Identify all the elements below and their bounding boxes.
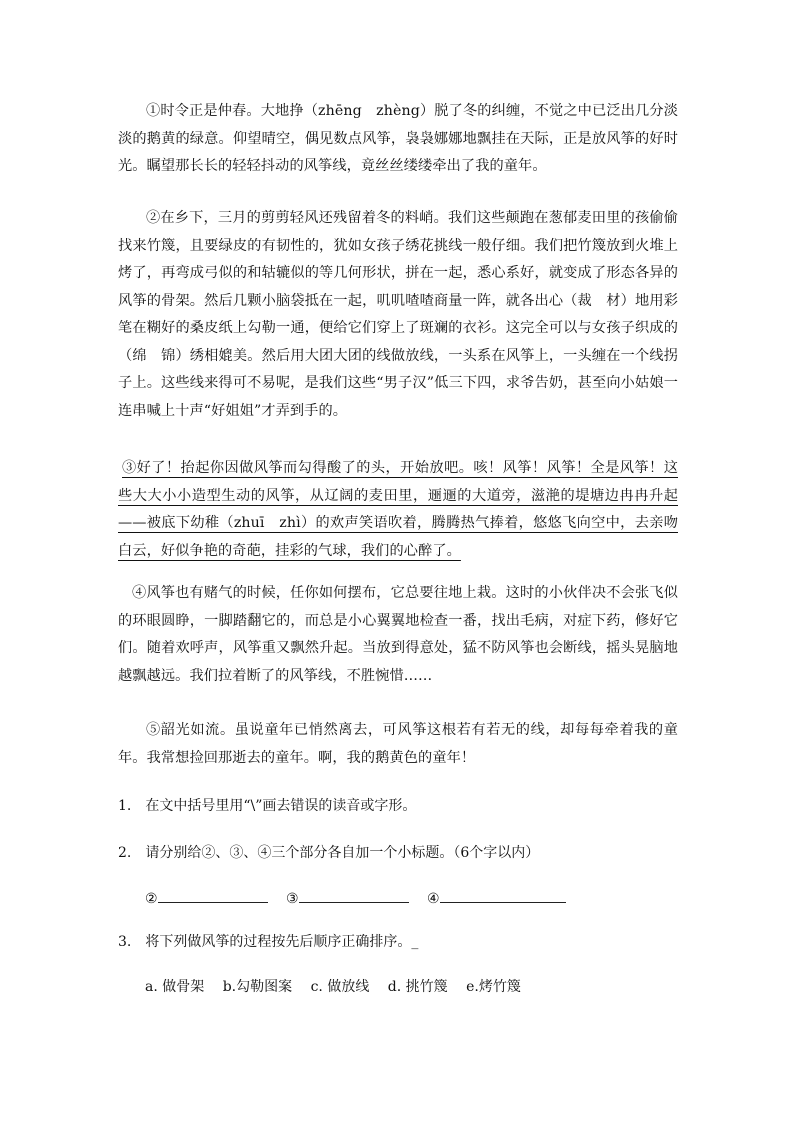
question-3-options bbox=[145, 977, 535, 997]
option-b: b.勾勒图案 bbox=[222, 979, 293, 995]
paragraph-1: ①时令正是仲春。大地挣（zhēng zhèng）脱了冬的纠缠，不觉之中已泛出几分淡淡的鹅黄的绿意。仰望晴空，偶见数点风筝，袅袅娜娜地飘挂在天际，正是放风筝的好时光。瞩望那长长的轻轻抖动的风筝线，竟丝丝缕缕牵出了我的童年。 bbox=[118, 103, 678, 174]
question-2-answers bbox=[145, 888, 566, 909]
answer-blank-3[interactable] bbox=[299, 888, 409, 903]
option-a: a. 做骨架 bbox=[145, 979, 205, 995]
question-1: 1. 在文中括号里用“\”画去错误的读音或字形。 bbox=[118, 798, 417, 814]
answer-mark-2: ② bbox=[145, 891, 158, 907]
option-c: c. 做放线 bbox=[310, 979, 370, 995]
option-e: e.烤竹篾 bbox=[466, 979, 521, 995]
question-3: 3. 将下列做风筝的过程按先后顺序正确排序。_ bbox=[118, 934, 419, 950]
paragraph-3 bbox=[118, 455, 678, 565]
paragraph-3-text: ③好了！抬起你因做风筝而勾得酸了的头，开始放吧。咳！风筝！风筝！全是风筝！这些大大小小造型生动的风筝，从辽阔的麦田里，逦逦的大道旁，滋滟的堤塘边冉冉升起——被底下幼稚（zhuī zhì）的欢声笑语吹着，腾腾热气捧着，悠悠飞向空中，去亲吻白云，好似争艳的奇葩，挂彩的气球，我们的心醉了。 bbox=[118, 460, 678, 559]
answer-mark-4: ④ bbox=[427, 891, 440, 907]
question-2: 2. 请分别给②、③、④三个部分各自加一个小标题。（6个字以内） bbox=[118, 845, 540, 861]
answer-blank-4[interactable] bbox=[440, 888, 566, 903]
paragraph-2: ②在乡下，三月的剪剪轻风还残留着冬的料峭。我们这些颠跑在葱郁麦田里的孩偷偷找来竹篾，且要绿皮的有韧性的，犹如女孩子绣花挑线一般仔细。我们把竹篾放到火堆上烤了，再弯成弓似的和轱辘似的等几何形状，拼在一起，悉心系好，就变成了形态各异的风筝的骨架。然后几颗小脑袋抵在一起，叽叽喳喳商量一阵，就各出心（裁 材）地用彩笔在糊好的桑皮纸上勾勒一通，便给它们穿上了斑斓的衣衫。这完全可以与女孩子织成的（绵 锦）绣相媲美。然后用大团大团的线做放线，一头系在风筝上，一头缠在一个线拐子上。这些线来得可不易呢，是我们这些“男子汉”低三下四，求爷告奶，甚至向小姑娘一连串喊上十声“好姐姐”才弄到手的。 bbox=[118, 210, 678, 419]
option-d: d. 挑竹篾 bbox=[387, 979, 448, 995]
answer-blank-2[interactable] bbox=[158, 888, 268, 903]
answer-mark-3: ③ bbox=[286, 891, 299, 907]
paragraph-4: ④风筝也有赌气的时候，任你如何摆布，它总要往地上栽。这时的小伙伴决不会张飞似的环眼圆睁，一脚踏翻它的，而总是小心翼翼地检查一番，找出毛病，对症下药，修好它们。随着欢呼声，风筝重又飘然升起。当放到得意处，猛不防风筝也会断线，摇头晃脑地越飘越远。我们拉着断了的风筝线，不胜惋惜…… bbox=[118, 585, 678, 684]
paragraph-5: ⑤韶光如流。虽说童年已悄然离去，可风筝这根若有若无的线，却每每牵着我的童年。我常想捡回那逝去的童年。啊，我的鹅黄色的童年！ bbox=[118, 722, 678, 766]
